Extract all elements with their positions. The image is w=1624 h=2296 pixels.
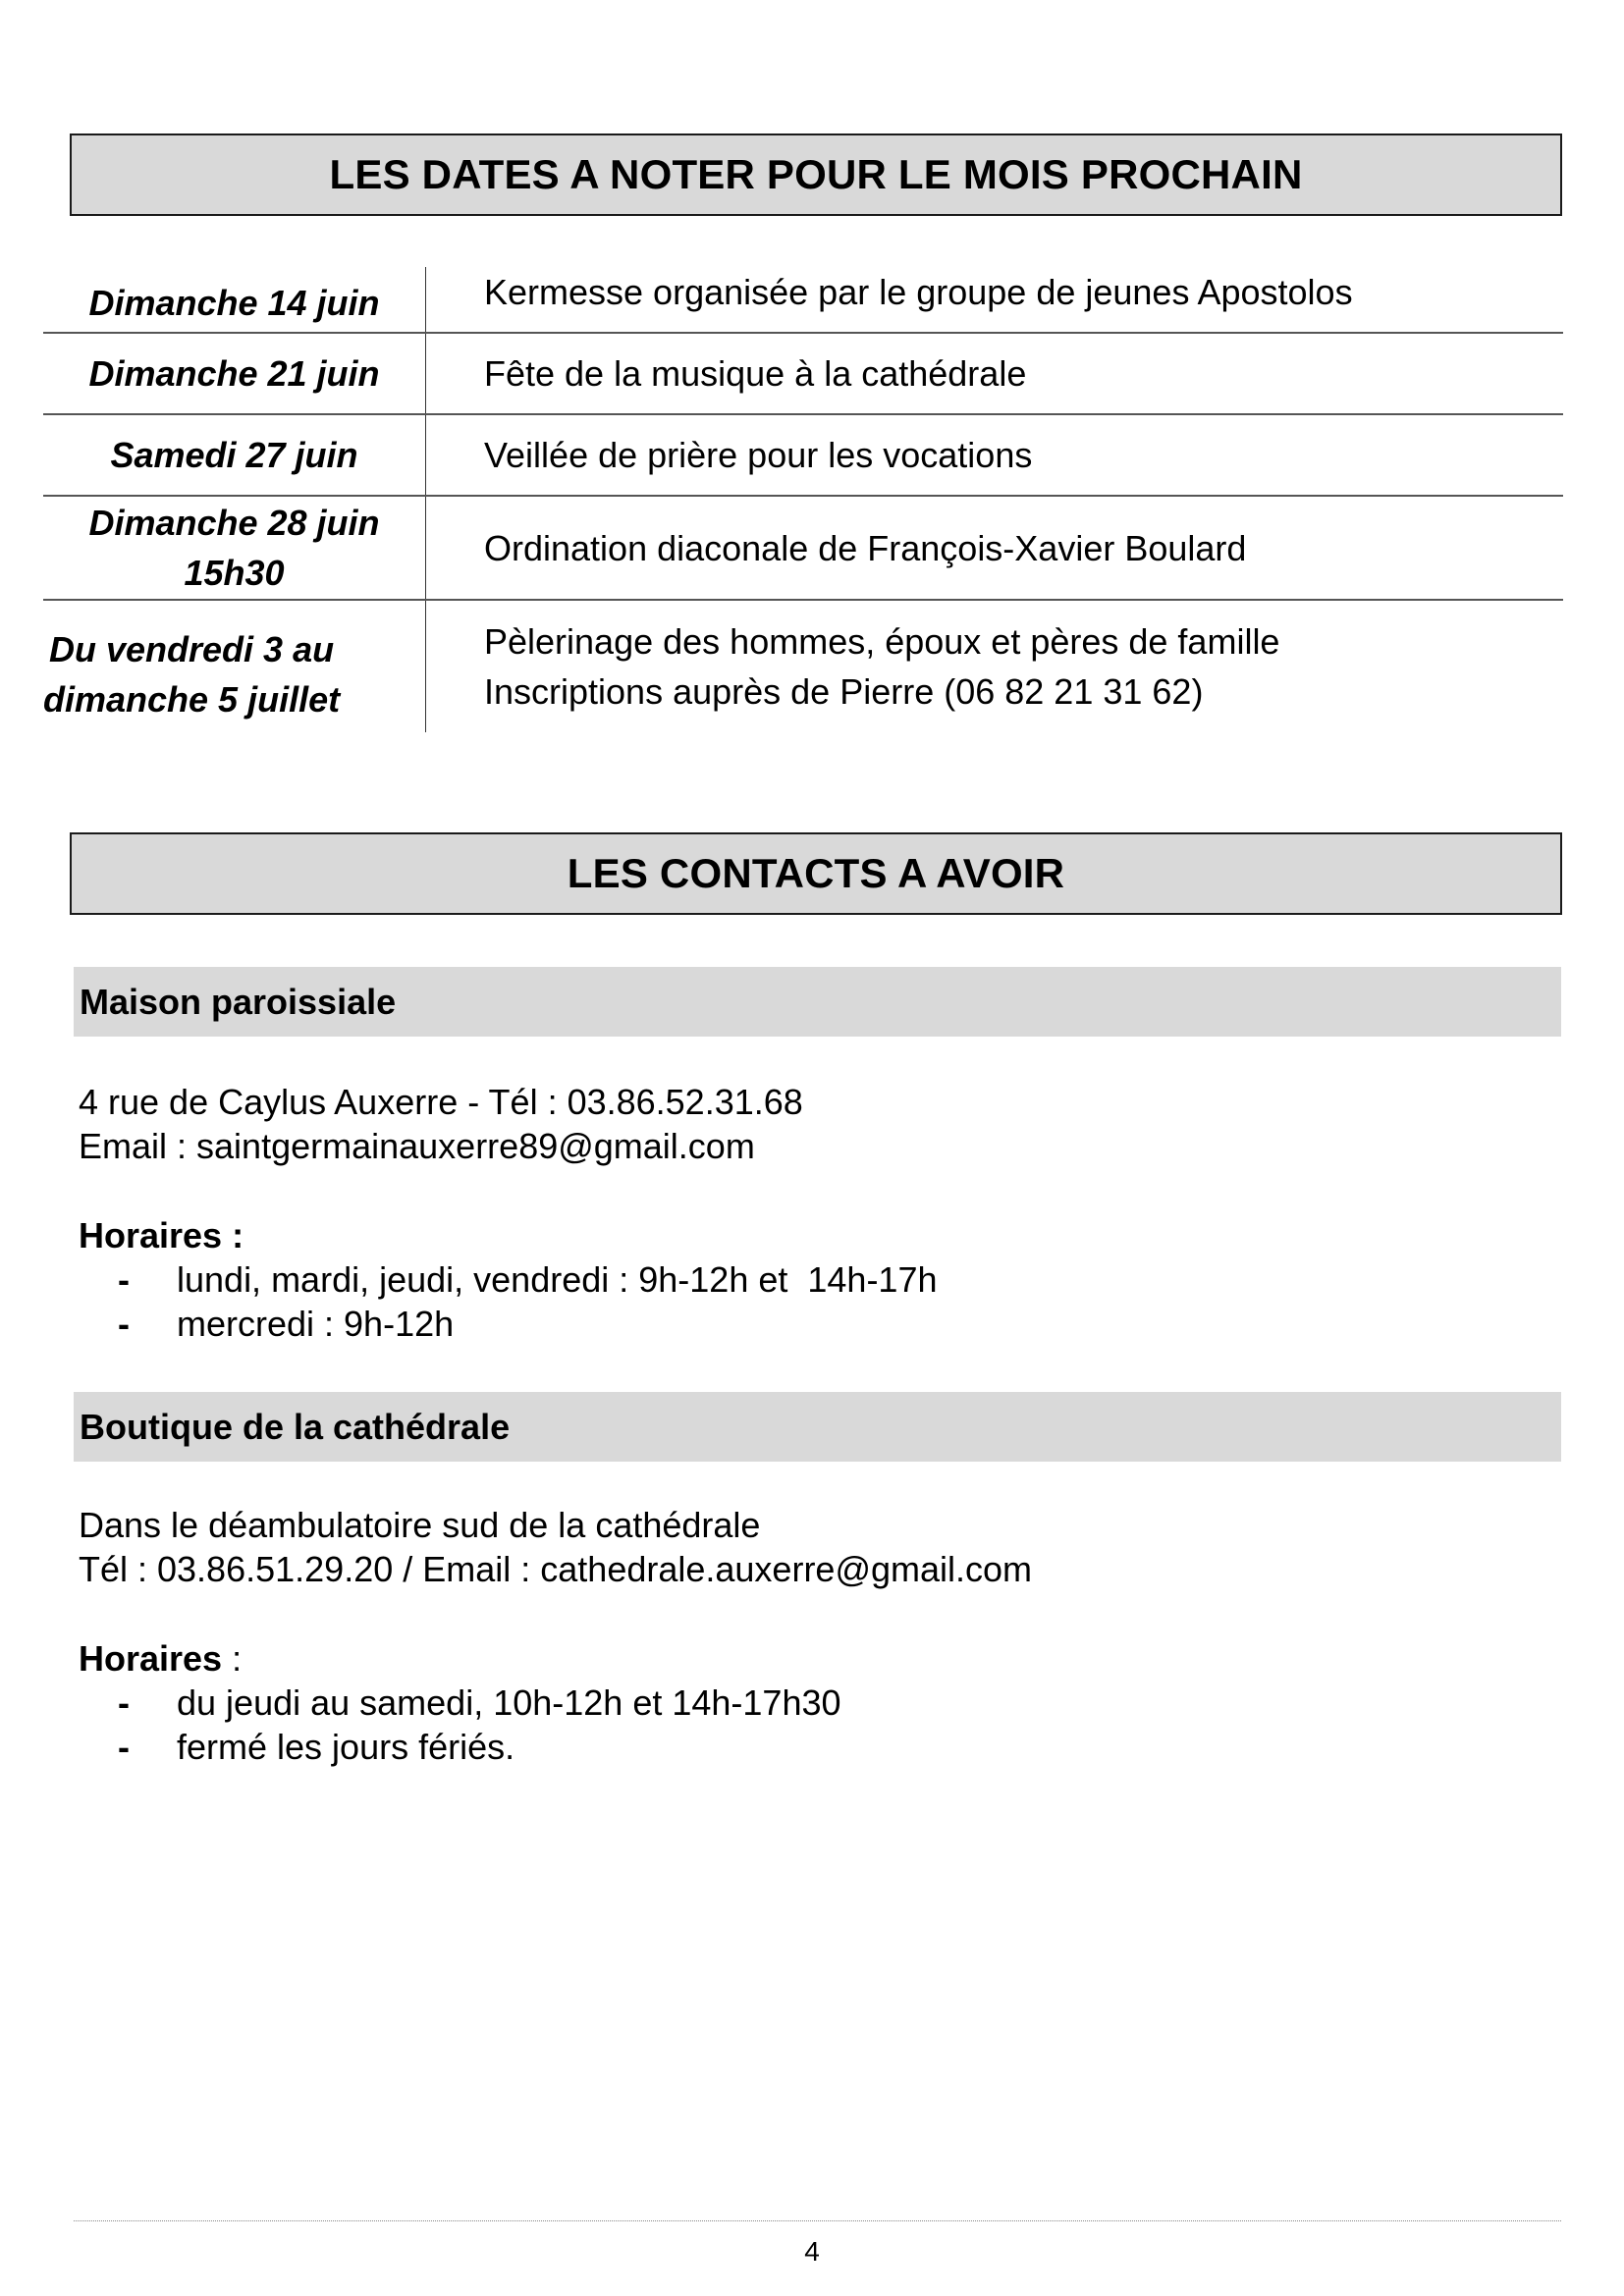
event-description: Ordination diaconale de François-Xavier Boulard xyxy=(484,527,1247,568)
maison-contact-info xyxy=(79,1080,803,1168)
event-date: Dimanche 21 juin xyxy=(43,334,426,413)
event-date: Samedi 27 juin xyxy=(43,415,426,495)
list-item: - mercredi : 9h-12h xyxy=(79,1302,938,1346)
table-row xyxy=(43,415,1563,497)
event-date: Du vendredi 3 au dimanche 5 juillet xyxy=(43,601,426,732)
dates-table xyxy=(43,267,1563,732)
footer-divider xyxy=(74,2220,1561,2221)
table-row xyxy=(43,497,1563,601)
event-description: Veillée de prière pour les vocations xyxy=(484,435,1033,475)
bullet: - xyxy=(118,1682,130,1723)
event-description: Pèlerinage des hommes, époux et pères de famille Inscriptions auprès de Pierre (06 82 21 31 62) xyxy=(484,621,1280,712)
bullet: - xyxy=(118,1304,130,1344)
boutique-hours: Horaires : - du jeudi au samedi, 10h-12h et 14h-17h30 - fermé les jours fériés. xyxy=(79,1638,841,1767)
hours-label: Horaires : xyxy=(79,1215,244,1255)
bullet: - xyxy=(118,1259,130,1300)
event-date: Dimanche 14 juin xyxy=(43,267,426,332)
hours-label: Horaires xyxy=(79,1638,223,1679)
contacts-section-title: LES CONTACTS A AVOIR xyxy=(567,850,1065,896)
event-description: Fête de la musique à la cathédrale xyxy=(484,353,1027,394)
table-row xyxy=(43,334,1563,415)
boutique-location: Dans le déambulatoire sud de la cathédrale xyxy=(79,1505,761,1545)
dates-section-title-box xyxy=(70,133,1562,216)
dates-section-title: LES DATES A NOTER POUR LE MOIS PROCHAIN xyxy=(329,151,1303,197)
maison-address-phone: 4 rue de Caylus Auxerre - Tél : 03.86.52.31.68 xyxy=(79,1082,803,1122)
list-item: - fermé les jours fériés. xyxy=(79,1725,841,1769)
event-description: Kermesse organisée par le groupe de jeunes Apostolos xyxy=(484,272,1353,312)
boutique-heading: Boutique de la cathédrale xyxy=(74,1392,1561,1462)
boutique-contact-info xyxy=(79,1503,1032,1591)
list-item: - lundi, mardi, jeudi, vendredi : 9h-12h et 14h-17h xyxy=(79,1257,938,1302)
maison-paroissiale-heading: Maison paroissiale xyxy=(74,967,1561,1037)
maison-hours xyxy=(79,1213,938,1346)
maison-email: Email : saintgermainauxerre89@gmail.com xyxy=(79,1126,755,1166)
contacts-section-title-box xyxy=(70,832,1562,915)
boutique-phone-email: Tél : 03.86.51.29.20 / Email : cathedrale.auxerre@gmail.com xyxy=(79,1549,1033,1589)
table-row xyxy=(43,601,1563,732)
event-date: Dimanche 28 juin 15h30 xyxy=(43,497,426,599)
table-row xyxy=(43,267,1563,334)
list-item: - du jeudi au samedi, 10h-12h et 14h-17h30 xyxy=(79,1681,841,1725)
bullet: - xyxy=(118,1727,130,1767)
page-number: 4 xyxy=(804,2236,820,2267)
